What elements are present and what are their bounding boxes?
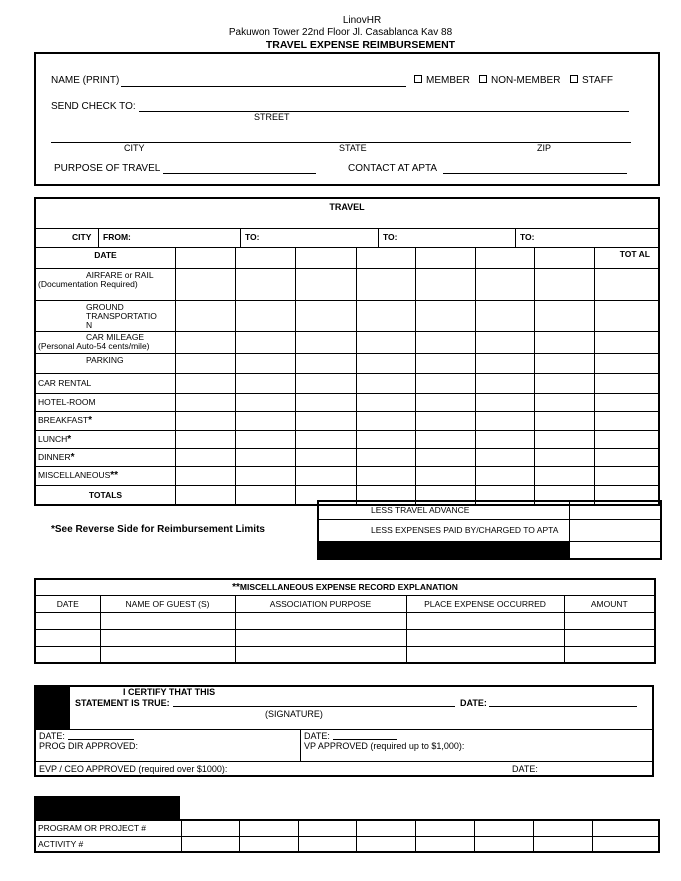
expense-cell[interactable] xyxy=(356,466,415,485)
expense-cell[interactable] xyxy=(595,331,659,353)
date-cell[interactable] xyxy=(175,247,235,268)
expense-sublabel: (Documentation Required) xyxy=(38,278,138,289)
expense-cell[interactable] xyxy=(475,411,534,430)
expense-row xyxy=(35,430,659,448)
expense-row-label xyxy=(35,373,175,393)
expense-cell[interactable] xyxy=(535,353,595,373)
expense-cell[interactable] xyxy=(595,268,659,300)
expense-label: LUNCH xyxy=(38,433,68,444)
expense-label: BREAKFAST xyxy=(38,415,89,425)
total-header: TOT AL xyxy=(595,247,659,268)
expense-row xyxy=(35,466,659,485)
expense-row xyxy=(35,448,659,466)
expense-label: DINNER xyxy=(38,451,71,462)
date-cell[interactable] xyxy=(296,247,356,268)
route-to-1-label: TO: xyxy=(245,231,260,242)
expense-label: GROUND TRANSPORTATIO N xyxy=(86,301,157,330)
expense-cell[interactable] xyxy=(475,300,534,331)
expense-row-label xyxy=(35,353,175,373)
company-address: Pakuwon Tower 22nd Floor Jl. Casablanca Kav 88 xyxy=(228,27,453,38)
misc-col-purpose: ASSOCIATION PURPOSE xyxy=(235,595,406,612)
expense-cell[interactable] xyxy=(175,448,235,466)
form-title: TRAVEL EXPENSE REIMBURSEMENT xyxy=(265,39,456,51)
expense-cell[interactable] xyxy=(236,411,296,430)
accounting-table xyxy=(34,819,660,853)
date-cell[interactable] xyxy=(535,247,595,268)
expense-label: CAR RENTAL xyxy=(38,377,92,388)
city-caption: CITY xyxy=(124,143,145,153)
totals-cell[interactable] xyxy=(175,485,235,505)
name-field[interactable] xyxy=(121,74,406,87)
expense-cell[interactable] xyxy=(356,353,415,373)
misc-title xyxy=(35,579,655,595)
expense-row xyxy=(35,300,659,331)
date-cell[interactable] xyxy=(236,247,296,268)
totals-cell[interactable] xyxy=(236,485,296,505)
expense-cell[interactable] xyxy=(356,448,415,466)
prog-date-label: DATE: xyxy=(39,731,65,741)
expense-cell[interactable] xyxy=(356,411,415,430)
travel-title: TRAVEL xyxy=(35,198,659,228)
non-member-option[interactable] xyxy=(479,75,560,86)
expense-cell[interactable] xyxy=(535,300,595,331)
expense-label: AIRFARE or RAIL xyxy=(86,269,154,280)
expense-cell[interactable] xyxy=(595,448,659,466)
balance-field[interactable] xyxy=(569,541,661,559)
expense-cell[interactable] xyxy=(175,393,235,411)
expense-cell[interactable] xyxy=(356,300,415,331)
certify-line2: STATEMENT IS TRUE: xyxy=(75,698,170,708)
member-label: MEMBER xyxy=(426,75,470,86)
checkbox-icon xyxy=(570,75,578,83)
expense-cell[interactable] xyxy=(356,331,415,353)
expense-cell[interactable] xyxy=(595,393,659,411)
misc-row xyxy=(35,629,655,646)
expense-cell[interactable] xyxy=(535,373,595,393)
contact-field[interactable] xyxy=(443,162,627,174)
expense-cell[interactable] xyxy=(236,268,296,300)
certify-date-label: DATE: xyxy=(460,698,487,708)
expense-label: CAR MILEAGE xyxy=(86,332,145,342)
activity-label: ACTIVITY # xyxy=(35,836,181,852)
balance-bar xyxy=(318,541,569,559)
date-cell[interactable] xyxy=(415,247,475,268)
expense-cell[interactable] xyxy=(595,466,659,485)
expense-cell[interactable] xyxy=(236,393,296,411)
misc-title-text: MISCELLANEOUS EXPENSE RECORD EXPLANATION xyxy=(239,581,458,592)
expense-row-label xyxy=(35,430,175,448)
misc-row xyxy=(35,646,655,663)
expense-cell[interactable] xyxy=(175,353,235,373)
checkbox-icon xyxy=(479,75,487,83)
expense-cell[interactable] xyxy=(595,300,659,331)
staff-label: STAFF xyxy=(582,75,613,86)
street-caption: STREET xyxy=(254,112,290,122)
misc-title-star: ** xyxy=(232,581,240,593)
expense-cell[interactable] xyxy=(415,393,475,411)
expense-cell[interactable] xyxy=(296,430,356,448)
expense-cell[interactable] xyxy=(356,268,415,300)
route-to-3-label: TO: xyxy=(520,231,535,242)
expense-cell[interactable] xyxy=(535,466,595,485)
expense-row-label xyxy=(35,448,175,466)
expense-cell[interactable] xyxy=(415,430,475,448)
expense-cell[interactable] xyxy=(475,373,534,393)
expense-cell[interactable] xyxy=(296,331,356,353)
expense-star: ** xyxy=(110,470,119,481)
expense-row xyxy=(35,353,659,373)
expense-cell[interactable] xyxy=(595,430,659,448)
expense-row-label xyxy=(35,268,175,300)
expense-cell[interactable] xyxy=(415,268,475,300)
send-check-label: SEND CHECK TO: xyxy=(51,101,136,112)
less-advance-label: LESS TRAVEL ADVANCE xyxy=(318,501,569,519)
expense-cell[interactable] xyxy=(356,373,415,393)
expense-cell[interactable] xyxy=(475,393,534,411)
street-field[interactable] xyxy=(139,100,629,112)
totals-label: TOTALS xyxy=(35,485,175,505)
misc-col-guest: NAME OF GUEST (S) xyxy=(100,595,235,612)
expense-cell[interactable] xyxy=(175,300,235,331)
expense-cell[interactable] xyxy=(535,430,595,448)
expense-cell[interactable] xyxy=(535,393,595,411)
date-cell[interactable] xyxy=(356,247,415,268)
expense-cell[interactable] xyxy=(415,331,475,353)
route-to-2-label: TO: xyxy=(383,231,398,242)
expense-cell[interactable] xyxy=(535,411,595,430)
expense-row xyxy=(35,268,659,300)
non-member-label: NON-MEMBER xyxy=(491,75,561,86)
expense-cell[interactable] xyxy=(296,268,356,300)
expense-cell[interactable] xyxy=(175,466,235,485)
expense-cell[interactable] xyxy=(415,466,475,485)
zip-caption: ZIP xyxy=(537,143,552,153)
expense-cell[interactable] xyxy=(296,353,356,373)
expense-cell[interactable] xyxy=(356,430,415,448)
expense-row-label xyxy=(35,300,175,331)
prog-date-field[interactable] xyxy=(68,731,134,740)
expense-cell[interactable] xyxy=(475,448,534,466)
misc-col-place: PLACE EXPENSE OCCURRED xyxy=(406,595,564,612)
expense-row xyxy=(35,373,659,393)
expense-cell[interactable] xyxy=(236,448,296,466)
expense-row xyxy=(35,411,659,430)
expense-cell[interactable] xyxy=(475,466,534,485)
expense-cell[interactable] xyxy=(236,373,296,393)
date-header: DATE xyxy=(35,247,175,268)
expense-cell[interactable] xyxy=(175,268,235,300)
misc-col-date: DATE xyxy=(35,595,100,612)
vp-date-field[interactable] xyxy=(333,731,397,740)
less-paid-label: LESS EXPENSES PAID BY/CHARGED TO APTA xyxy=(318,519,569,541)
expense-cell[interactable] xyxy=(236,331,296,353)
expense-star: * xyxy=(88,415,92,426)
expense-cell[interactable] xyxy=(535,448,595,466)
certify-date-field[interactable] xyxy=(489,697,637,707)
expense-cell[interactable] xyxy=(415,448,475,466)
purpose-label: PURPOSE OF TRAVEL xyxy=(54,163,161,174)
date-cell[interactable] xyxy=(475,247,534,268)
expense-cell[interactable] xyxy=(175,411,235,430)
state-caption: STATE xyxy=(339,143,367,153)
expense-cell[interactable] xyxy=(535,268,595,300)
member-option[interactable] xyxy=(414,75,470,86)
less-advance-field[interactable] xyxy=(569,501,661,519)
expense-row xyxy=(35,331,659,353)
expense-cell[interactable] xyxy=(296,300,356,331)
expense-cell[interactable] xyxy=(296,448,356,466)
expense-row-label xyxy=(35,466,175,485)
certify-line1: I CERTIFY THAT THIS xyxy=(123,687,216,697)
signature-caption: (SIGNATURE) xyxy=(265,709,323,719)
expense-cell[interactable] xyxy=(415,411,475,430)
expense-cell[interactable] xyxy=(595,411,659,430)
prog-approved-label: PROG DIR APPROVED: xyxy=(39,741,139,751)
expense-cell[interactable] xyxy=(535,331,595,353)
expense-row-label xyxy=(35,331,175,353)
city-state-zip-field[interactable] xyxy=(51,131,631,143)
program-label: PROGRAM OR PROJECT # xyxy=(35,820,181,836)
expense-cell[interactable] xyxy=(236,430,296,448)
certify-black-block xyxy=(35,686,70,729)
expense-row-label xyxy=(35,393,175,411)
expense-label: MISCELLANEOUS xyxy=(38,470,111,480)
less-paid-field[interactable] xyxy=(569,519,661,541)
contact-label: CONTACT AT APTA xyxy=(348,163,438,174)
expense-cell[interactable] xyxy=(175,331,235,353)
purpose-field[interactable] xyxy=(163,162,316,174)
route-row xyxy=(35,228,659,247)
expense-cell[interactable] xyxy=(475,331,534,353)
expense-label: HOTEL-ROOM xyxy=(38,396,96,407)
route-from-label: FROM: xyxy=(103,231,131,242)
expense-star: * xyxy=(70,451,75,463)
expense-cell[interactable] xyxy=(415,300,475,331)
misc-col-amount: AMOUNT xyxy=(564,595,655,612)
misc-table xyxy=(34,578,656,664)
less-table xyxy=(317,500,662,560)
evp-date-label: DATE: xyxy=(512,764,538,774)
vp-date-label: DATE: xyxy=(304,731,330,741)
expense-cell[interactable] xyxy=(475,430,534,448)
evp-approved-label: EVP / CEO APPROVED (required over $1000): xyxy=(39,764,228,774)
expense-cell[interactable] xyxy=(175,373,235,393)
expense-cell[interactable] xyxy=(595,353,659,373)
expense-cell[interactable] xyxy=(475,268,534,300)
expense-cell[interactable] xyxy=(415,373,475,393)
route-city-label: CITY xyxy=(72,231,92,242)
accounting-header-bar xyxy=(34,796,180,819)
expense-star: * xyxy=(67,433,72,445)
expense-cell[interactable] xyxy=(296,411,356,430)
company-name: LinovHR xyxy=(342,15,382,26)
expense-row-label xyxy=(35,411,175,430)
misc-row xyxy=(35,612,655,629)
expense-cell[interactable] xyxy=(475,353,534,373)
expense-cell[interactable] xyxy=(296,393,356,411)
expense-cell[interactable] xyxy=(296,373,356,393)
expense-cell[interactable] xyxy=(356,393,415,411)
expense-cell[interactable] xyxy=(415,353,475,373)
expense-cell[interactable] xyxy=(595,373,659,393)
staff-option[interactable] xyxy=(570,75,613,86)
expense-cell[interactable] xyxy=(296,466,356,485)
travel-table xyxy=(34,197,660,506)
expense-cell[interactable] xyxy=(236,353,296,373)
expense-cell[interactable] xyxy=(175,430,235,448)
reimbursement-note: *See Reverse Side for Reimbursement Limits xyxy=(51,524,265,535)
name-label: NAME (PRINT) xyxy=(51,75,120,86)
expense-cell[interactable] xyxy=(236,466,296,485)
expense-label: PARKING xyxy=(86,354,124,365)
signature-field[interactable] xyxy=(173,697,455,707)
checkbox-icon xyxy=(414,75,422,83)
expense-row xyxy=(35,393,659,411)
expense-cell[interactable] xyxy=(236,300,296,331)
expense-sublabel: (Personal Auto-54 cents/mile) xyxy=(38,341,150,351)
vp-approved-label: VP APPROVED (required up to $1,000): xyxy=(304,741,465,751)
